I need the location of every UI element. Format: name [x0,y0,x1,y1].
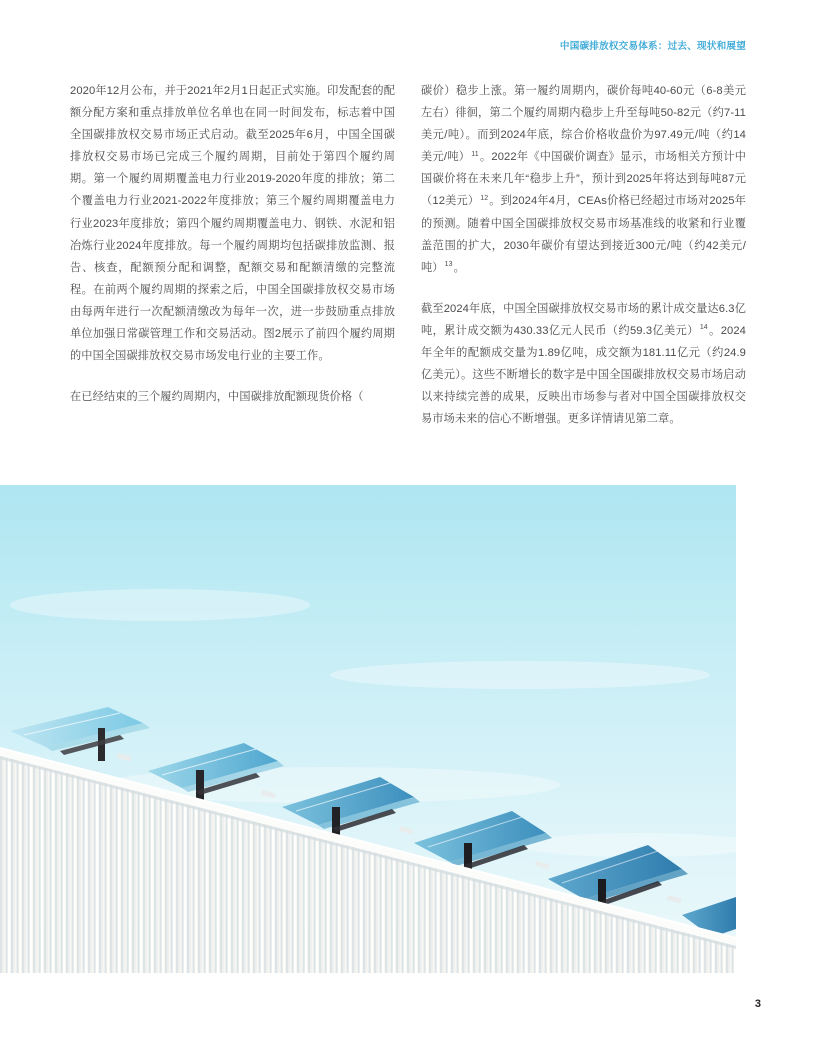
right-column [421,80,746,430]
paragraph [421,298,746,431]
page-number: 3 [754,998,761,1010]
footnote-marker[interactable]: 12 [480,194,489,202]
running-header-title: 中国碳排放权交易体系：过去、现状和展望 [559,41,746,52]
photo-illustration [0,485,736,973]
paragraph: 2020年12月公布，并于2021年2月1日起正式实施。印发配套的配额分配方案和重点排放单位名单也在同一时间发布，标志着中国全国碳排放权交易市场正式启动。截至2025年6月，中国全国碳排放权交易市场已完成三个履约周期，目前处于第四个履约周期。第一个履约周期覆盖电力行业2019-2020年度的排放；第二个覆盖电力行业2021-2022年度排放；第三个履约周期覆盖电力行业2023年度排放；第四个履约周期覆盖电力、钢铁、水泥和铝冶炼行业2024年度排放。每一个履约周期均包括碳排放监测、报告、核查，配额预分配和调整，配额交易和配额清缴的完整流程。在前两个履约周期的探索之后，中国全国碳排放权交易市场由每两年进行一次配额清缴改为每年一次，进一步鼓励重点排放单位加强日常碳管理工作和交易活动。图2展示了前四个履约周期的中国全国碳排放权交易市场发电行业的主要工作。 [70,85,395,363]
paragraph-text: 。2024年全年的配额成交量为1.89亿吨，成交额为181.11亿元（约24.9亿美元）。这些不断增长的数字是中国全国碳排放权交易市场启动以来持续完善的成果，反映出市场参与者对中国全国碳排放权交易市场未来的信心不断增强。更多详情请见第二章。 [421,324,746,426]
body-text-columns [70,80,746,430]
paragraph-text: 。 [453,261,465,274]
paragraph-text: 截至2024年底，中国全国碳排放权交易市场的累计成交量达6.3亿吨，累计成交额为430.33亿元人民币（约59.3亿美元） [421,302,746,337]
footnote-marker[interactable]: 11 [471,150,479,158]
footnote-marker[interactable]: 13 [444,261,453,269]
paragraph-text: 。到2024年4月，CEAs价格已经超过市场对2025年的预测。随着中国全国碳排放权交易市场基准线的收紧和行业覆盖范围的扩大，2030年碳价有望达到接近300元/吨（约42美元/吨） [421,195,746,274]
footnote-marker[interactable]: 14 [699,324,708,332]
paragraph [421,80,746,279]
left-column [70,80,395,430]
solar-panel-photo [0,485,736,973]
paragraph: 在已经结束的三个履约周期内，中国碳排放配额现货价格（ [70,391,364,404]
paragraph-text: 碳价）稳步上涨。第一履约周期内，碳价每吨40-60元（6-8美元左右）徘徊，第二个履约周期内稳步上升至每吨50-82元（约7-11美元/吨）。而到2024年底，综合价格收盘价为97.49元/吨（约14美元/吨） [421,85,746,164]
paragraph-text: 。2022年《中国碳价调查》显示，市场相关方预计中国碳价将在未来几年“稳步上升”，预计到2025年将达到每吨87元（12美元） [421,151,747,208]
